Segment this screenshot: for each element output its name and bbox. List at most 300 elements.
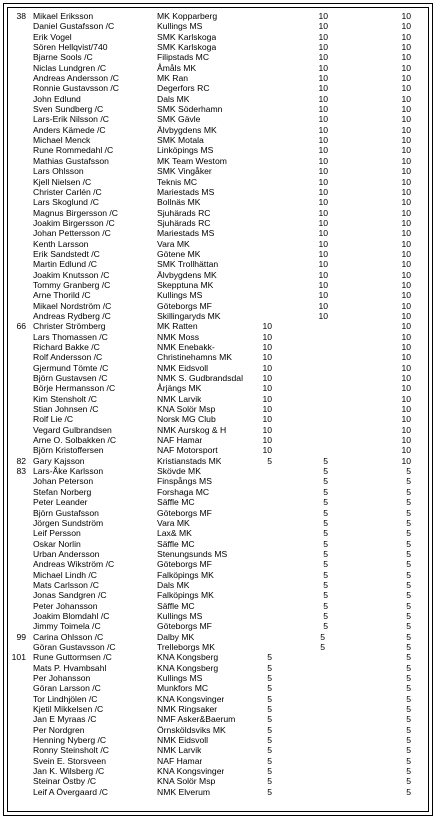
table-row [0, 694, 438, 704]
table-row [0, 414, 438, 424]
total-points-cell: 5 [406, 538, 411, 549]
table-row [0, 363, 438, 373]
table-row [0, 104, 438, 114]
table-row [0, 166, 438, 176]
total-points-cell: 10 [401, 114, 411, 125]
table-row [0, 487, 438, 497]
driver-name-cell: Jan K. Wilsberg /C [33, 766, 105, 777]
points-col-3-cell: 10 [318, 135, 328, 146]
points-col-3-cell: 10 [318, 290, 328, 301]
driver-name-cell: Svein E. Storsveen [33, 755, 107, 766]
points-col-3-cell: 10 [318, 145, 328, 156]
club-cell: NAF Hamar [157, 435, 203, 446]
driver-name-cell: John Edlund [33, 93, 81, 104]
total-points-cell: 5 [406, 724, 411, 735]
table-row [0, 394, 438, 404]
table-row [0, 208, 438, 218]
total-points-cell: 10 [401, 455, 411, 466]
club-cell: NAF Motorsport [157, 445, 218, 456]
place-cell: 101 [11, 652, 26, 663]
points-col-3-cell: 10 [318, 279, 328, 290]
total-points-cell: 5 [406, 683, 411, 694]
table-row [0, 621, 438, 631]
total-points-cell: 5 [406, 476, 411, 487]
club-cell: NMK Larvik [157, 745, 202, 756]
table-row [0, 156, 438, 166]
club-cell: Lax& MK [157, 528, 192, 539]
driver-name-cell: Johan Peterson [33, 476, 94, 487]
table-row [0, 218, 438, 228]
points-col-3-cell: 10 [318, 42, 328, 53]
table-row [0, 445, 438, 455]
points-col-1-cell: 10 [262, 383, 272, 394]
total-points-cell: 10 [401, 31, 411, 42]
table-row [0, 63, 438, 73]
table-row [0, 290, 438, 300]
club-cell: Falköpings MK [157, 590, 214, 601]
driver-name-cell: Ronny Steinsholt /C [33, 745, 109, 756]
total-points-cell: 10 [401, 393, 411, 404]
table-row [0, 135, 438, 145]
driver-name-cell: Lars Ohlsson [33, 166, 84, 177]
total-points-cell: 5 [406, 755, 411, 766]
club-cell: Mariestads MS [157, 186, 215, 197]
points-col-3-cell: 10 [318, 259, 328, 270]
table-row [0, 632, 438, 642]
total-points-cell: 10 [401, 269, 411, 280]
driver-name-cell: Arne Thorild /C [33, 290, 91, 301]
table-row [0, 228, 438, 238]
points-col-3-cell: 10 [318, 166, 328, 177]
table-row [0, 239, 438, 249]
table-row [0, 321, 438, 331]
points-col-3-cell: 10 [318, 104, 328, 115]
driver-name-cell: Björn Gustavsen /C [33, 373, 108, 384]
total-points-cell: 10 [401, 155, 411, 166]
points-col-1-cell: 5 [267, 776, 272, 787]
club-cell: KNA Solör Msp [157, 404, 216, 415]
club-cell: Älvbygdens MK [157, 124, 217, 135]
club-cell: Vara MK [157, 238, 190, 249]
table-row [0, 404, 438, 414]
table-row [0, 301, 438, 311]
driver-name-cell: Niclas Lundgren /C [33, 62, 107, 73]
table-row [0, 187, 438, 197]
club-cell: NMK Eidsvoll [157, 735, 209, 746]
points-col-3-cell: 5 [323, 569, 328, 580]
club-cell: Säffle MC [157, 497, 195, 508]
driver-name-cell: Tor Lindhjölen /C [33, 693, 98, 704]
table-row [0, 114, 438, 124]
club-cell: KNA Kongsberg [157, 652, 219, 663]
driver-name-cell: Henning Nyberg /C [33, 735, 107, 746]
club-cell: Bollnäs MK [157, 197, 201, 208]
driver-name-cell: Peter Johansson [33, 600, 98, 611]
club-cell: Kullings MS [157, 21, 203, 32]
club-cell: Skövde MK [157, 466, 201, 477]
points-col-2-cell: 5 [320, 641, 325, 652]
place-cell: 38 [16, 11, 26, 21]
club-cell: Kullings MS [157, 673, 203, 683]
total-points-cell: 10 [401, 290, 411, 301]
points-col-1-cell: 10 [262, 331, 272, 342]
table-row [0, 280, 438, 290]
total-points-cell: 5 [406, 548, 411, 559]
points-col-3-cell: 10 [318, 31, 328, 42]
total-points-cell: 10 [401, 176, 411, 187]
total-points-cell: 10 [401, 186, 411, 197]
club-cell: Christinehamns MK [157, 352, 232, 363]
total-points-cell: 5 [406, 652, 411, 663]
driver-name-cell: Jonas Sandgren /C [33, 590, 107, 601]
driver-name-cell: Kjetil Mikkelsen /C [33, 704, 104, 715]
club-cell: SMK Trollhättan [157, 259, 219, 270]
points-col-1-cell: 10 [262, 393, 272, 404]
total-points-cell: 5 [406, 693, 411, 704]
points-col-3-cell: 10 [318, 52, 328, 63]
points-col-3-cell: 10 [318, 207, 328, 218]
driver-name-cell: Johan Pettersson /C [33, 228, 111, 239]
total-points-cell: 5 [406, 590, 411, 601]
club-cell: Forshaga MC [157, 486, 210, 497]
club-cell: Kristianstads MK [157, 455, 222, 466]
points-col-3-cell: 10 [318, 62, 328, 73]
table-row [0, 766, 438, 776]
total-points-cell: 10 [401, 166, 411, 177]
table-row [0, 673, 438, 683]
total-points-cell: 5 [406, 528, 411, 539]
total-points-cell: 5 [406, 569, 411, 580]
club-cell: Trelleborgs MK [157, 641, 215, 652]
table-row [0, 332, 438, 342]
club-cell: Linköpings MS [157, 145, 214, 156]
club-cell: Filipstads MC [157, 52, 210, 63]
club-cell: Göteborgs MF [157, 300, 212, 311]
club-cell: Säffle MC [157, 600, 195, 611]
driver-name-cell: Gjermund Tömte /C [33, 362, 109, 373]
driver-name-cell: Steinar Östby /C [33, 776, 97, 787]
total-points-cell: 5 [406, 641, 411, 652]
points-col-3-cell: 5 [323, 559, 328, 570]
total-points-cell: 5 [406, 786, 411, 797]
table-row [0, 611, 438, 621]
points-col-3-cell: 5 [323, 579, 328, 590]
total-points-cell: 10 [401, 228, 411, 239]
driver-name-cell: Michael Lindh /C [33, 569, 98, 580]
table-row [0, 663, 438, 673]
points-col-1-cell: 10 [262, 342, 272, 352]
table-row [0, 528, 438, 538]
total-points-cell: 5 [406, 517, 411, 528]
club-cell: Norsk MG Club [157, 414, 216, 425]
points-col-1-cell: 5 [267, 766, 272, 777]
club-cell: Årjängs MK [157, 383, 202, 394]
table-row [0, 342, 438, 352]
driver-name-cell: Andreas Andersson /C [33, 73, 119, 84]
points-col-3-cell: 10 [318, 124, 328, 135]
driver-name-cell: Stian Johnsen /C [33, 404, 99, 415]
table-row [0, 776, 438, 786]
points-col-3-cell: 5 [323, 517, 328, 528]
driver-name-cell: Joakim Birgersson /C [33, 217, 115, 228]
table-row [0, 83, 438, 93]
driver-name-cell: Erik Vogel [33, 31, 72, 42]
driver-name-cell: Björn Kristoffersen [33, 445, 104, 456]
points-col-3-cell: 5 [323, 466, 328, 477]
points-col-1-cell: 5 [267, 704, 272, 715]
club-cell: NMK Moss [157, 331, 200, 342]
table-row [0, 42, 438, 52]
points-col-1-cell: 5 [267, 652, 272, 663]
club-cell: Örnsköldsviks MK [157, 724, 226, 735]
club-cell: Dalby MK [157, 631, 195, 642]
driver-name-cell: Göran Gustavsson /C [33, 641, 116, 652]
driver-name-cell: Rune Rommedahl /C [33, 145, 114, 156]
points-col-2-cell: 5 [320, 631, 325, 642]
points-col-3-cell: 10 [318, 93, 328, 104]
club-cell: NAF Hamar [157, 755, 203, 766]
total-points-cell: 5 [406, 621, 411, 632]
driver-name-cell: Rune Guttormsen /C [33, 652, 112, 663]
table-row [0, 456, 438, 466]
table-row [0, 311, 438, 321]
table-row [0, 508, 438, 518]
club-cell: Åmåls MK [157, 62, 197, 73]
driver-name-cell: Oskar Norlin [33, 538, 81, 549]
driver-name-cell: Mathias Gustafsson [33, 155, 109, 166]
points-col-1-cell: 5 [267, 735, 272, 746]
driver-name-cell: Leif Persson [33, 528, 81, 539]
table-row [0, 21, 438, 31]
club-cell: MK Ratten [157, 321, 198, 332]
club-cell: Skepptuna MK [157, 279, 214, 290]
club-cell: NMK Aurskog & H [157, 424, 227, 435]
driver-name-cell: Richard Bakke /C [33, 342, 100, 352]
points-col-3-cell: 5 [323, 507, 328, 518]
points-col-3-cell: 10 [318, 228, 328, 239]
points-col-3-cell: 10 [318, 300, 328, 311]
points-col-3-cell: 10 [318, 269, 328, 280]
points-col-1-cell: 10 [262, 414, 272, 425]
place-cell: 66 [16, 321, 26, 332]
place-cell: 99 [16, 631, 26, 642]
club-cell: NMK Elverum [157, 786, 211, 797]
total-points-cell: 10 [401, 207, 411, 218]
table-row [0, 352, 438, 362]
points-col-3-cell: 5 [323, 455, 328, 466]
driver-name-cell: Ronnie Gustavsson /C [33, 83, 119, 94]
points-col-1-cell: 5 [267, 683, 272, 694]
driver-name-cell: Gary Kajsson [33, 455, 85, 466]
driver-name-cell: Sören Hellqvist/740 [33, 42, 108, 53]
total-points-cell: 5 [406, 766, 411, 777]
total-points-cell: 10 [401, 279, 411, 290]
total-points-cell: 10 [401, 238, 411, 249]
driver-name-cell: Lars-Åke Karlsson [33, 466, 104, 477]
driver-name-cell: Leif A Övergaard /C [33, 786, 108, 797]
total-points-cell: 10 [401, 424, 411, 435]
driver-name-cell: Anders Kämede /C [33, 124, 106, 135]
total-points-cell: 5 [406, 662, 411, 673]
club-cell: SMK Karlskoga [157, 42, 217, 53]
total-points-cell: 10 [401, 93, 411, 104]
total-points-cell: 10 [401, 83, 411, 94]
table-row [0, 725, 438, 735]
table-row [0, 197, 438, 207]
driver-name-cell: Martin Edlund /C [33, 259, 98, 270]
club-cell: Teknis MC [157, 176, 198, 187]
driver-name-cell: Joakim Knutsson /C [33, 269, 110, 280]
driver-name-cell: Mikael Nordström /C [33, 300, 112, 311]
driver-name-cell: Mikael Eriksson [33, 11, 94, 21]
table-row [0, 125, 438, 135]
points-col-3-cell: 5 [323, 528, 328, 539]
total-points-cell: 10 [401, 73, 411, 84]
total-points-cell: 5 [406, 507, 411, 518]
total-points-cell: 5 [406, 631, 411, 642]
points-col-3-cell: 5 [323, 621, 328, 632]
points-col-3-cell: 5 [323, 497, 328, 508]
place-cell: 82 [16, 455, 26, 466]
total-points-cell: 10 [401, 414, 411, 425]
total-points-cell: 10 [401, 62, 411, 73]
table-row [0, 73, 438, 83]
driver-name-cell: Mats Carlsson /C [33, 579, 99, 590]
total-points-cell: 10 [401, 342, 411, 352]
table-row [0, 373, 438, 383]
club-cell: KNA Solör Msp [157, 776, 216, 787]
points-col-3-cell: 10 [318, 238, 328, 249]
total-points-cell: 10 [401, 404, 411, 415]
points-col-3-cell: 10 [318, 248, 328, 259]
driver-name-cell: Peter Leander [33, 497, 88, 508]
table-row [0, 683, 438, 693]
total-points-cell: 10 [401, 135, 411, 146]
club-cell: SMK Karlskoga [157, 31, 217, 42]
total-points-cell: 5 [406, 610, 411, 621]
table-row [0, 704, 438, 714]
points-col-1-cell: 5 [267, 745, 272, 756]
driver-name-cell: Michael Menck [33, 135, 91, 146]
table-row [0, 259, 438, 269]
table-row [0, 425, 438, 435]
points-col-3-cell: 5 [323, 476, 328, 487]
club-cell: Dals MK [157, 579, 190, 590]
table-row [0, 642, 438, 652]
total-points-cell: 10 [401, 331, 411, 342]
total-points-cell: 10 [401, 373, 411, 384]
driver-name-cell: Jimmy Toimela /C [33, 621, 101, 632]
total-points-cell: 10 [401, 300, 411, 311]
total-points-cell: 5 [406, 735, 411, 746]
total-points-cell: 10 [401, 383, 411, 394]
club-cell: NMK Enebakk- [157, 342, 215, 352]
driver-name-cell: Börje Hermansson /C [33, 383, 116, 394]
driver-name-cell: Björn Gustafsson [33, 507, 99, 518]
points-col-1-cell: 10 [262, 352, 272, 363]
total-points-cell: 10 [401, 248, 411, 259]
table-row [0, 32, 438, 42]
points-col-3-cell: 10 [318, 155, 328, 166]
points-col-1-cell: 10 [262, 321, 272, 332]
table-row [0, 94, 438, 104]
driver-name-cell: Lars-Erik Nilsson /C [33, 114, 109, 125]
table-row [0, 383, 438, 393]
driver-name-cell: Lars Skoglund /C [33, 197, 99, 208]
points-col-1-cell: 5 [267, 693, 272, 704]
points-col-1-cell: 10 [262, 373, 272, 384]
points-col-3-cell: 10 [318, 217, 328, 228]
points-col-1-cell: 5 [267, 714, 272, 725]
total-points-cell: 5 [406, 486, 411, 497]
points-col-3-cell: 10 [318, 21, 328, 32]
club-cell: Säffle MC [157, 538, 195, 549]
total-points-cell: 10 [401, 145, 411, 156]
points-col-3-cell: 5 [323, 610, 328, 621]
driver-name-cell: Jan E Myraas /C [33, 714, 97, 725]
table-row [0, 518, 438, 528]
points-col-1-cell: 5 [267, 455, 272, 466]
club-cell: Skillingaryds MK [157, 310, 221, 321]
driver-name-cell: Stefan Norberg [33, 486, 92, 497]
points-col-1-cell: 5 [267, 673, 272, 683]
club-cell: NMF Asker&Baerum [157, 714, 236, 725]
club-cell: NMK Eidsvoll [157, 362, 209, 373]
club-cell: MK Kopparberg [157, 11, 218, 21]
club-cell: Degerfors RC [157, 83, 210, 94]
table-row [0, 249, 438, 259]
points-col-1-cell: 10 [262, 424, 272, 435]
club-cell: NMK S. Gudbrandsdal [157, 373, 243, 384]
club-cell: Göteborgs MF [157, 507, 212, 518]
driver-name-cell: Vegard Gulbrandsen [33, 424, 112, 435]
club-cell: Älvbygdens MK [157, 269, 217, 280]
club-cell: Munkfors MC [157, 683, 209, 694]
table-row [0, 559, 438, 569]
driver-name-cell: Carina Ohlsson /C [33, 631, 104, 642]
club-cell: Stenungsunds MS [157, 548, 228, 559]
club-cell: Sjuhärads RC [157, 217, 211, 228]
club-cell: Götene MK [157, 248, 201, 259]
table-row [0, 601, 438, 611]
table-row [0, 570, 438, 580]
club-cell: KNA Kongsvinger [157, 766, 225, 777]
total-points-cell: 5 [406, 714, 411, 725]
driver-name-cell: Erik Sandstedt /C [33, 248, 100, 259]
table-row [0, 466, 438, 476]
driver-name-cell: Christer Strömberg [33, 321, 106, 332]
driver-name-cell: Joakim Blomdahl /C [33, 610, 110, 621]
driver-name-cell: Göran Larsson /C [33, 683, 101, 694]
driver-name-cell: Andreas Rydberg /C [33, 310, 111, 321]
table-row [0, 787, 438, 797]
driver-name-cell: Per Nordgren [33, 724, 85, 735]
club-cell: KNA Kongsberg [157, 662, 219, 673]
total-points-cell: 10 [401, 259, 411, 270]
total-points-cell: 10 [401, 352, 411, 363]
total-points-cell: 10 [401, 11, 411, 21]
total-points-cell: 5 [406, 600, 411, 611]
driver-name-cell: Bjarne Sools /C [33, 52, 93, 63]
driver-name-cell: Tommy Granberg /C [33, 279, 111, 290]
driver-name-cell: Kenth Larsson [33, 238, 89, 249]
driver-name-cell: Magnus Birgersson /C [33, 207, 119, 218]
points-col-1-cell: 10 [262, 445, 272, 456]
table-row [0, 735, 438, 745]
points-col-1-cell: 10 [262, 362, 272, 373]
total-points-cell: 10 [401, 362, 411, 373]
points-col-3-cell: 10 [318, 197, 328, 208]
